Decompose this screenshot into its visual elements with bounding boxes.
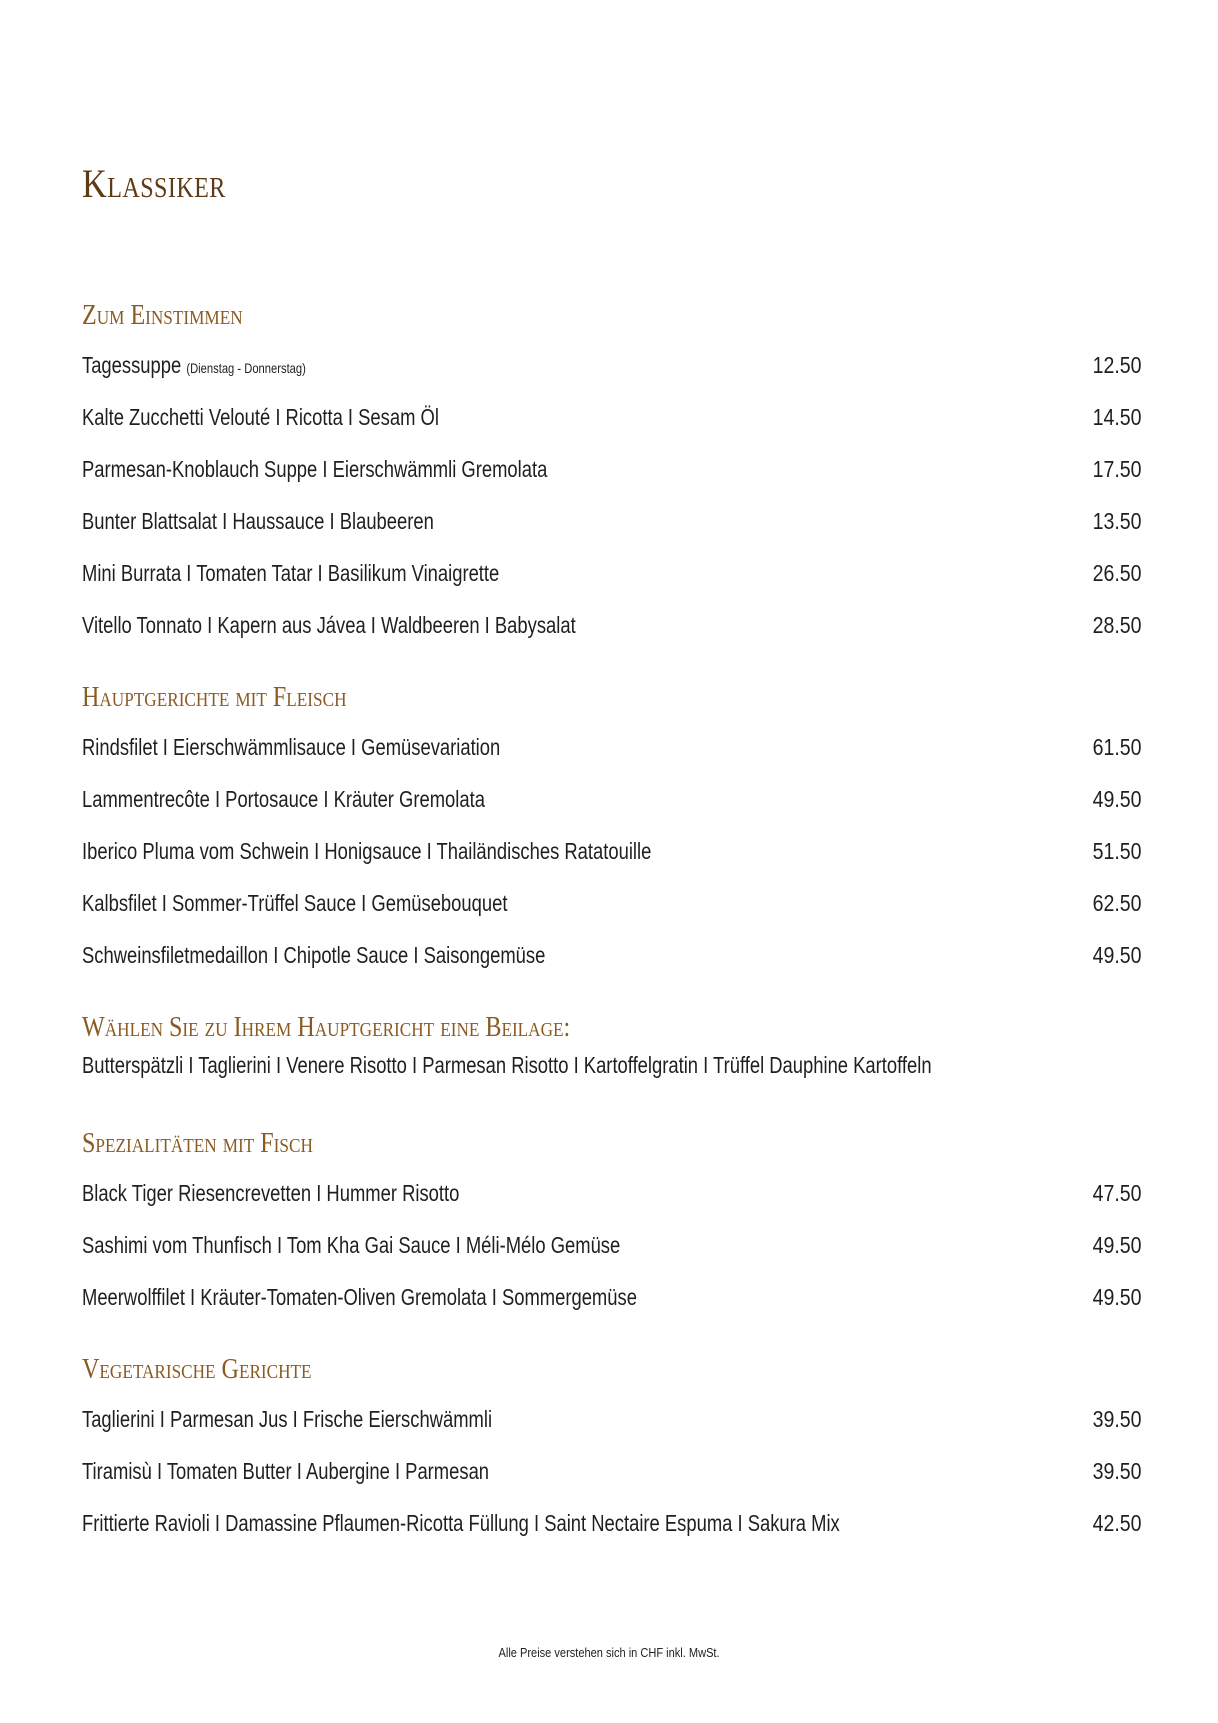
section-title-fisch: Spezialitäten mit Fisch	[82, 1128, 313, 1159]
item-name: Rindsfilet I Eierschwämmlisauce I Gemüsevariation	[82, 734, 501, 760]
page-title: Klassiker	[82, 161, 226, 206]
item-price: 49.50	[1093, 1284, 1142, 1310]
item-price: 49.50	[1093, 1232, 1142, 1258]
item-price: 39.50	[1093, 1406, 1142, 1432]
item-price: 47.50	[1093, 1180, 1142, 1206]
item-price: 26.50	[1093, 560, 1142, 586]
item-price: 12.50	[1093, 352, 1142, 378]
price-footnote	[0, 1645, 1218, 1660]
menu-item	[82, 1180, 1142, 1210]
menu-page	[82, 0, 1142, 1723]
item-price: 61.50	[1093, 734, 1142, 760]
item-name: Schweinsfiletmedaillon I Chipotle Sauce I Saisongemüse	[82, 942, 546, 968]
item-price: 49.50	[1093, 942, 1142, 968]
item-price: 39.50	[1093, 1458, 1142, 1484]
menu-item	[82, 404, 1142, 434]
footer-text: Alle Preise verstehen sich in CHF inkl. MwSt.	[498, 1645, 720, 1660]
menu-item	[82, 734, 1142, 764]
item-name: Parmesan-Knoblauch Suppe I Eierschwämmli Gremolata	[82, 456, 548, 482]
item-name: Mini Burrata I Tomaten Tatar I Basilikum Vinaigrette	[82, 560, 500, 586]
menu-item	[82, 1510, 1142, 1540]
menu-item	[82, 1232, 1142, 1262]
item-name: Iberico Pluma vom Schwein I Honigsauce I Thailändisches Ratatouille	[82, 838, 652, 864]
item-name: Vitello Tonnato I Kapern aus Jávea I Waldbeeren I Babysalat	[82, 612, 576, 638]
menu-item	[82, 786, 1142, 816]
item-price: 51.50	[1093, 838, 1142, 864]
section-title-zum-einstimmen: Zum Einstimmen	[82, 300, 243, 331]
menu-item	[82, 1406, 1142, 1436]
section-title-hauptgerichte-fleisch: Hauptgerichte mit Fleisch	[82, 682, 347, 713]
item-price: 42.50	[1093, 1510, 1142, 1536]
menu-item	[82, 612, 1142, 642]
item-name: Kalbsfilet I Sommer-Trüffel Sauce I Gemüsebouquet	[82, 890, 508, 916]
menu-item	[82, 456, 1142, 486]
item-name: Kalte Zucchetti Velouté I Ricotta I Sesam Öl	[82, 404, 439, 430]
item-name: Bunter Blattsalat I Haussauce I Blaubeeren	[82, 508, 434, 534]
item-name: Frittierte Ravioli I Damassine Pflaumen-Ricotta Füllung I Saint Nectaire Espuma I Sakura Mix	[82, 1510, 840, 1536]
item-name: Meerwolffilet I Kräuter-Tomaten-Oliven Gremolata I Sommergemüse	[82, 1284, 637, 1310]
section-title-beilage: Wählen Sie zu Ihrem Hauptgericht eine Beilage:	[82, 1012, 571, 1043]
menu-item	[82, 508, 1142, 538]
item-note: (Dienstag - Donnerstag)	[186, 360, 306, 376]
menu-item	[82, 890, 1142, 920]
menu-item	[82, 942, 1142, 972]
menu-item	[82, 560, 1142, 590]
item-price: 28.50	[1093, 612, 1142, 638]
menu-item	[82, 838, 1142, 868]
item-name: Lammentrecôte I Portosauce I Kräuter Gremolata	[82, 786, 485, 812]
item-price: 13.50	[1093, 508, 1142, 534]
menu-item	[82, 352, 1142, 382]
item-price: 14.50	[1093, 404, 1142, 430]
item-name: Taglierini I Parmesan Jus I Frische Eierschwämmli	[82, 1406, 493, 1432]
item-name: Tiramisù I Tomaten Butter I Aubergine I Parmesan	[82, 1458, 490, 1484]
item-price: 17.50	[1093, 456, 1142, 482]
side-dishes-list: Butterspätzli I Taglierini I Venere Risotto I Parmesan Risotto I Kartoffelgratin I Trüffel Dauphine Kartoffeln	[82, 1052, 932, 1078]
item-price: 62.50	[1093, 890, 1142, 916]
item-name: Sashimi vom Thunfisch I Tom Kha Gai Sauce I Méli-Mélo Gemüse	[82, 1232, 621, 1258]
menu-item	[82, 1284, 1142, 1314]
section-title-vegetarisch: Vegetarische Gerichte	[82, 1354, 312, 1385]
menu-item	[82, 1458, 1142, 1488]
item-name: Black Tiger Riesencrevetten I Hummer Risotto	[82, 1180, 460, 1206]
item-name: Tagessuppe	[82, 352, 182, 378]
item-price: 49.50	[1093, 786, 1142, 812]
